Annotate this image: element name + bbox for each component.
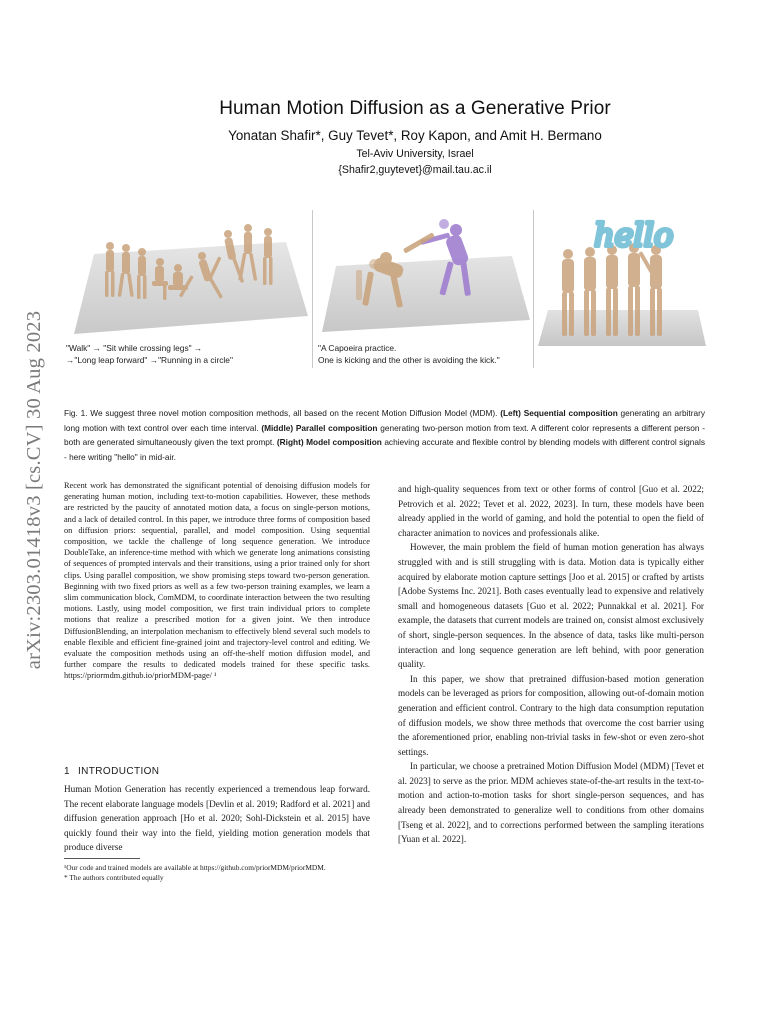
- caption-middle-label: (Middle) Parallel composition: [261, 422, 378, 433]
- arxiv-identifier: arXiv:2303.01418v3 [cs.CV] 30 Aug 2023: [23, 310, 45, 670]
- right-column-text: [398, 482, 704, 847]
- footnote-equal-contribution: * The authors contributed equally: [64, 872, 164, 882]
- figure-divider: [312, 210, 313, 368]
- footnote-rule: [64, 858, 140, 859]
- intro-paragraph: Human Motion Generation has recently experienced a tremendous leap forward. The recent elaborate language models [Devlin et al. 2019; Radford et al. 2021] and diffusion generation approach [Ho et al. 2020; Sohl-Dickstein et al. 2015] have quickly found their way into the field, yielding motion generation models that produce diverse: [64, 784, 370, 853]
- body-paragraph: However, the main problem the field of human motion generation has always struggled with and is still struggling with is data. Motion data is typically either acquired by elaborate motion capture settings [Joo et al. 2015] or crafted by artists [Adobe Systems Inc. 2021]. Both cases eventually lead to expensive and relatively small and homogeneous datasets [Guo et al. 2022; Punnakkal et al. 2021]. For example, the datasets that current models are trained on, consist almost exclusively of short, single-person sequences. In the absence of data, tasks like multi-person interaction and long sequence generation are left behind, with poor generation quality.: [398, 542, 704, 670]
- body-paragraph: and high-quality sequences from text or other forms of control [Guo et al. 2022; Petrovich et al. 2022; Tevet et al. 2022, 2023]. In turn, these models have been already applied in the world of gaming, and hold the potential to open the field of character animation to novices and professionals alike.: [398, 484, 704, 538]
- footnote-code: ¹Our code and trained models are available at https://github.com/priorMDM/priorMDM.: [64, 863, 326, 872]
- left-figure-caption: →"Long leap forward" →"Running in a circle": [66, 355, 233, 365]
- paper-authors: Yonatan Shafir*, Guy Tevet*, Roy Kapon, and Amit H. Bermano: [228, 128, 602, 143]
- model-composition-illustration: [538, 206, 706, 346]
- body-paragraph: In this paper, we show that pretrained diffusion-based motion generation models can be leveraged as priors for composition, allowing out-of-domain motion generation and efficient control. Contrary to the high data consumption reputation of diffusion models, we show three methods that overcome the cost barrier using the aforementioned prior, enabling non-trivial tasks in few-shot or even zero-shot settings.: [398, 673, 704, 757]
- abstract: [64, 480, 370, 682]
- figure-caption-intro: Fig. 1. We suggest three novel motion composition methods, all based on the recent Motion Diffusion Model (MDM).: [64, 408, 501, 418]
- middle-figure-caption: "A Capoeira practice.: [318, 343, 397, 353]
- body-paragraph: In particular, we choose a pretrained Motion Diffusion Model (MDM) [Tevet et al. 2023] to serve as the prior. MDM achieves state-of-the-art results in the text-to-motion and action-to-motion tasks for short single-person sequences, and has already been demonstrated to generalize well to conditions from other domains [Tseng et al. 2022], and to corrections performed between the sampling iterations [Yuan et al. 2022].: [398, 761, 704, 845]
- caption-middle-text: generating two-person motion from text. A different color represents a different person - both are generated simultaneously given the text prompt.: [64, 422, 706, 447]
- figure-parallel-composition: [316, 208, 530, 334]
- sequential-motion-illustration: [64, 208, 308, 334]
- introduction-text: [64, 782, 370, 855]
- caption-left-label: (Left) Sequential composition: [500, 408, 618, 418]
- author-email: {Shafir2,guytevet}@mail.tau.ac.il: [338, 164, 492, 176]
- section-heading-introduction: [64, 766, 167, 777]
- paper-title: Human Motion Diffusion as a Generative Prior: [219, 98, 611, 119]
- section-number: 1: [64, 766, 70, 777]
- footnotes: [64, 858, 370, 882]
- caption-right-label: (Right) Model composition: [276, 437, 382, 447]
- figure-sequential-composition: [64, 208, 308, 334]
- figure-caption: [64, 406, 705, 464]
- middle-figure-caption: One is kicking and the other is avoiding the kick.": [318, 355, 500, 365]
- caption-right-text: achieving accurate and flexible control by blending models with different control signals - here writing "hello" in mid-air.: [64, 437, 705, 462]
- figure-model-composition: [538, 206, 706, 346]
- parallel-motion-illustration: [316, 208, 530, 334]
- caption-left-text: generating an arbitrary long motion with text control over each time interval.: [64, 408, 705, 433]
- hello-trajectory: hello: [594, 216, 674, 254]
- author-affiliation: Tel-Aviv University, Israel: [356, 148, 474, 160]
- left-figure-caption: "Walk" → "Sit while crossing legs" →: [66, 343, 203, 353]
- abstract-text: Recent work has demonstrated the significant potential of denoising diffusion models for generating human motion, including text-to-motion capabilities. However, these methods are restricted by the paucity of annotated motion data, a focus on single-person motions, and a lack of detailed control. In this paper, we introduce three forms of composition based on diffusion priors: sequential, parallel, and model composition. Using sequential composition, we tackle the challenge of long sequence generation. We introduce DoubleTake, an inference-time method with which we generate long animations consisting of sequences of prompted intervals and their transitions, using a prior trained only for short clips. Using parallel composition, we show promising steps toward two-person generation. Beginning with two fixed priors as well as a few two-person training examples, we learn a slim communication block, ComMDM, to coordinate interaction between the two resulting motions. Lastly, using model composition, we first train individual priors to complete motions that realize a prescribed motion for a given joint. We then introduce DiffusionBlending, an interpolation mechanism to effectively blend several such models to enable flexible and efficient fine-grained joint and trajectory-level control and editing. We evaluate the composition methods using an off-the-shelf motion diffusion model, and further compare the results to dedicated models trained for these specific tasks. https://priormdm.github.io/priorMDM-page/ ¹: [64, 481, 370, 681]
- figure-divider: [533, 210, 534, 368]
- section-title: INTRODUCTION: [77, 766, 160, 777]
